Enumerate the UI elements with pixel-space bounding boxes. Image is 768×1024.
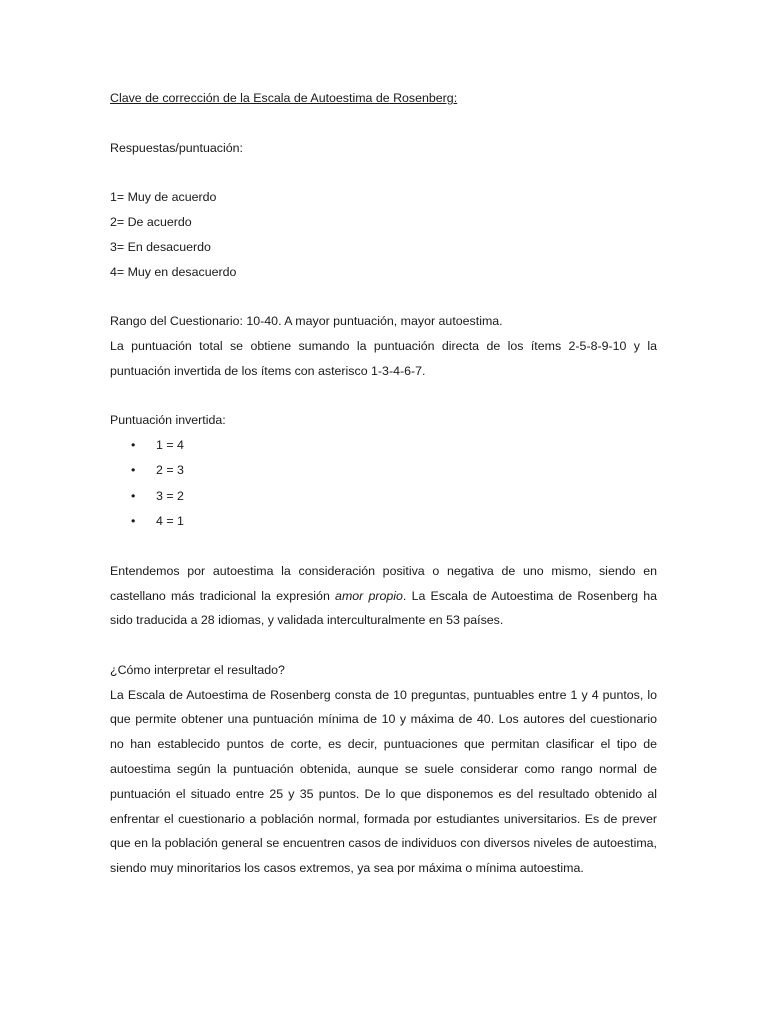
list-item: [110, 484, 657, 509]
bullet-icon: •: [131, 488, 136, 503]
scale-item: 4= Muy en desacuerdo: [110, 264, 237, 279]
list-item: [110, 509, 657, 534]
list-item: [110, 433, 657, 458]
scale-item: 1= Muy de acuerdo: [110, 190, 217, 205]
rango-text: Rango del Cuestionario: 10-40. A mayor puntuación, mayor autoestima.: [110, 314, 503, 329]
definicion-paragraph: [110, 559, 657, 633]
spacer: [110, 633, 657, 658]
list-item-text: 1 = 4: [156, 438, 184, 453]
invertida-list: [110, 433, 657, 534]
bullet-icon: •: [131, 438, 136, 453]
definicion-text: Entendemos por autoestima la consideración positiva o negativa de uno mismo, siendo en castellano más tradicional la expresión: [110, 563, 657, 603]
invertida-heading: Puntuación invertida:: [110, 413, 226, 428]
document-body: [110, 86, 657, 881]
interpretar-paragraph: La Escala de Autoestima de Rosenberg consta de 10 preguntas, puntuables entre 1 y 4 puntos, lo que permite obtener una puntuación mínima de 10 y máxima de 40. Los autores del cuestionario no han establecido puntos de corte, es decir, puntuaciones que permitan clasificar el tipo de autoestima según la puntuación obtenida, aunque se suele considerar como rango normal de puntuación el situado entre 25 y 35 puntos. De lo que disponemos es del resultado obtenido al enfrentar el cuestionario a población normal, formada por estudiantes universitarios. Es de prever que en la población general se encuentren casos de individuos con diversos niveles de autoestima, siendo muy minoritarios los casos extremos, ya sea por máxima o mínima autoestima.: [110, 687, 657, 876]
respuestas-heading: Respuestas/puntuación:: [110, 140, 243, 155]
list-item-text: 4 = 1: [156, 513, 184, 528]
list-item: [110, 458, 657, 483]
scale-item: 2= De acuerdo: [110, 214, 192, 229]
puntuacion-total-paragraph: La puntuación total se obtiene sumando la puntuación directa de los ítems 2-5-8-9-10 y la puntuación invertida de los ítems con asterisco 1-3-4-6-7.: [110, 338, 657, 378]
definicion-emphasis: amor propio: [335, 588, 403, 603]
spacer: [110, 111, 657, 136]
list-item-text: 2 = 3: [156, 463, 184, 478]
spacer: [110, 384, 657, 409]
bullet-icon: •: [131, 463, 136, 478]
list-item-text: 3 = 2: [156, 488, 184, 503]
spacer: [110, 534, 657, 559]
definicion-text-end: . La Escala de Autoestima de Rosenberg ha sido traducida a 28 idiomas, y validada interculturalmente en 53 países.: [110, 588, 657, 628]
spacer: [110, 284, 657, 309]
document-title: Clave de corrección de la Escala de Autoestima de Rosenberg:: [110, 91, 458, 105]
spacer: [110, 160, 657, 185]
scale-item: 3= En desacuerdo: [110, 239, 211, 254]
interpretar-heading: ¿Cómo interpretar el resultado?: [110, 662, 285, 677]
bullet-icon: •: [131, 513, 136, 528]
